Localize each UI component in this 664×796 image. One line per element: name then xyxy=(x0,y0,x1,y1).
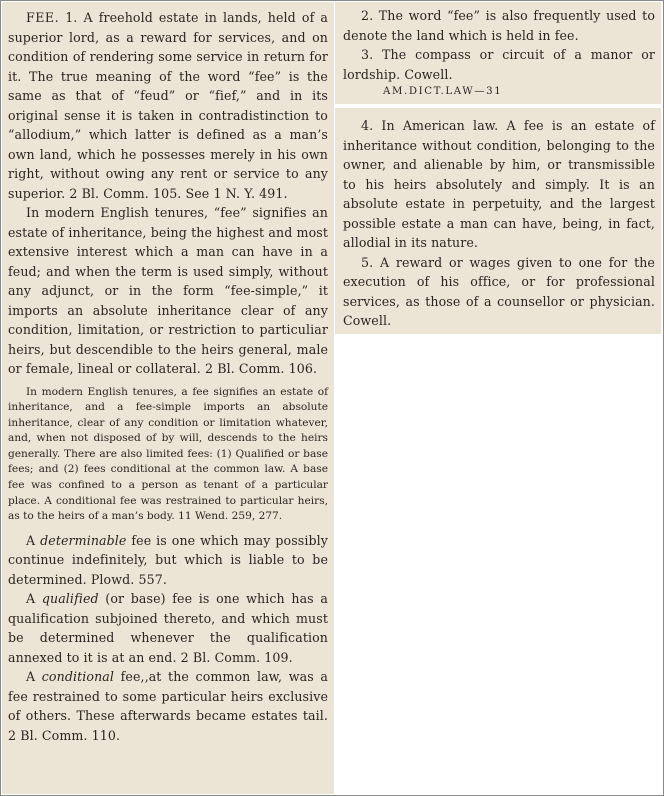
running-reference: AM.DICT.LAW—31 xyxy=(383,86,503,97)
left-column xyxy=(2,2,334,794)
right-column-top xyxy=(335,2,661,104)
entry-fee-definition-1: FEE. 1. A freehold estate in lands, held of a superior lord, as a reward for services, and on condition of rendering some service in return for it. The true meaning of the word “fee” is the same as that of “feud” or “fief,” and in its original sense it is taken in contradistinction to “allodium,” which latter is defined as a man’s own land, which he possesses merely in his own right, without owing any rent or service to any superior. 2 Bl. Comm. 105. See 1 N. Y. 491. xyxy=(8,10,328,201)
qualified-fee-paragraph: A qualified (or base) fee is one which has a qualification subjoined thereto, and which must be determined whenever the qualification annexed to it is at an end. 2 Bl. Comm. 109. xyxy=(8,591,328,665)
right-column-middle xyxy=(335,108,661,334)
definition-5-paragraph: 5. A reward or wages given to one for the execution of his office, or for professional services, as those of a counsellor or physician. Cowell. xyxy=(343,254,655,328)
term-determinable: determinable xyxy=(40,532,127,548)
small-print-note: In modern English tenures, a fee signifies an estate of inheritance, and a fee-simple imports an absolute inheritance, clear of any condition or limitation whatever, and, when not disposed of by will, descends to the heirs generally. There are also limited fees: (1) Qualified or base fees; and (2) fees conditional at the common law. A base fee was confined to a person as tenant of a particular place. A conditional fee was restrained to particular heirs, as to the heirs of a man’s body. 11 Wend. 259, 277. xyxy=(8,385,328,523)
headword-fee: FEE. xyxy=(26,10,60,25)
term-qualified: qualified xyxy=(41,591,99,607)
determinable-fee-paragraph: A determinable fee is one which may possibly continue indefinitely, but which is liable to be determined. Plowd. 557. xyxy=(8,532,328,587)
definition-4-paragraph: 4. In American law. A fee is an estate of inheritance without condition, belonging to the owner, and alienable by him, or transmissible to his heirs absolutely and simply. It is an absolute estate in perpetuity, and the largest possible estate a man can have, being, in fact, allodial in its nature. xyxy=(343,118,655,250)
modern-english-tenures-paragraph: In modern English tenures, “fee” signifies an estate of inheritance, being the highest and most extensive interest which a man can have in a feud; and when the term is used simply, without any adjunct, or in the form “fee-simple,” it imports an absolute inheritance clear of any condition, limitation, or restriction to particuliar heirs, but descendible to the heirs general, male or female, lineal or collateral. 2 Bl. Comm. 106. xyxy=(8,205,328,376)
term-conditional: conditional xyxy=(41,669,115,685)
definition-2-paragraph: 2. The word “fee” is also frequently used to denote the land which is held in fee. xyxy=(343,8,655,43)
conditional-fee-paragraph: A conditional fee,‚at the common law, was a fee restrained to some particular heirs exclusive of others. These afterwards became estates tail. 2 Bl. Comm. 110. xyxy=(8,669,328,743)
definition-3-paragraph: 3. The compass or circuit of a manor or lordship. Cowell. xyxy=(343,47,655,82)
